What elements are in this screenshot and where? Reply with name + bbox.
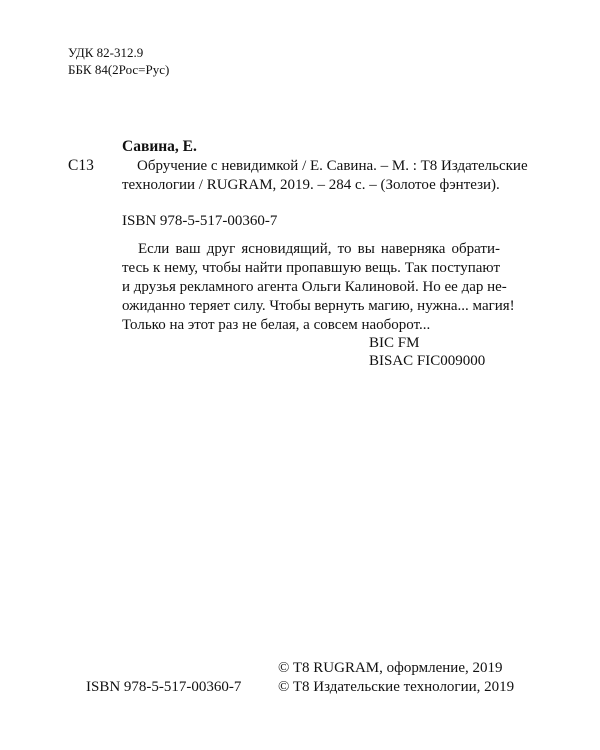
annotation-line: ожиданно теряет силу. Чтобы вернуть магию, нужна... магия! bbox=[122, 298, 515, 314]
copyright-line: © T8 Издательские технологии, 2019 bbox=[278, 679, 515, 695]
copyright-line: © T8 RUGRAM, оформление, 2019 bbox=[278, 660, 503, 676]
annotation-paragraph bbox=[122, 240, 515, 335]
bibliographic-line: технологии / RUGRAM, 2019. – 284 с. – (Золотое фэнтези). bbox=[122, 177, 500, 193]
bic-code: BIC FM bbox=[369, 335, 420, 351]
annotation-line: Только на этот раз не белая, а совсем наоборот... bbox=[122, 317, 431, 333]
annotation-line: тесь к нему, чтобы найти пропавшую вещь. Так поступают bbox=[122, 260, 500, 276]
annotation-line: Если ваш друг ясновидящий, то вы наверняка обрати- bbox=[138, 241, 500, 257]
isbn-number: ISBN 978-5-517-00360-7 bbox=[122, 213, 278, 229]
author-heading: Савина, Е. bbox=[122, 138, 197, 155]
annotation-line: и друзья рекламного агента Ольги Калиновой. Но ее дар не- bbox=[122, 279, 507, 295]
bibliographic-line: Обручение с невидимкой / Е. Савина. – М. : T8 Издательские bbox=[137, 158, 528, 174]
bisac-code: BISAC FIC009000 bbox=[369, 353, 486, 369]
bbk-code: ББК 84(2Рос=Рус) bbox=[68, 62, 170, 77]
udk-code: УДК 82-312.9 bbox=[68, 45, 144, 60]
isbn-number-bottom: ISBN 978-5-517-00360-7 bbox=[86, 679, 242, 695]
cutter-code: С13 bbox=[68, 157, 94, 174]
